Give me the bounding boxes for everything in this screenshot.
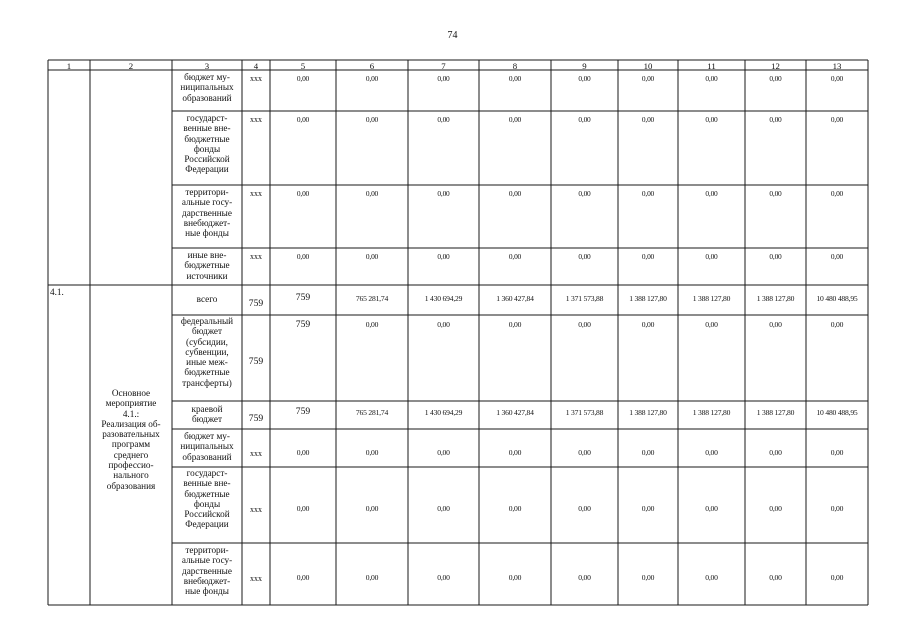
amount-cell: 0,00 — [437, 573, 450, 582]
column-number: 5 — [300, 61, 306, 71]
source-label — [172, 431, 242, 462]
amount-cell: 0,00 — [641, 189, 655, 198]
source-label-line: территори- — [185, 187, 229, 197]
activity-title-line: мероприятие — [105, 398, 157, 409]
source-label — [172, 250, 242, 281]
source-label-line: бюджет — [191, 326, 223, 337]
source-label-line: ниципальных — [180, 441, 234, 452]
source-label-line: фонды — [193, 498, 221, 509]
source-label-line: Российской — [184, 154, 230, 165]
amount-cell: 0,00 — [508, 115, 522, 124]
budget-code: xxx — [250, 505, 262, 514]
amount-cell: 0,00 — [830, 573, 844, 582]
amount-cell: 0,00 — [508, 448, 522, 457]
amount-cell: 1 388 127,80 — [629, 294, 667, 303]
amount-cell: 0,00 — [705, 504, 718, 513]
amount-cell: 0,00 — [830, 115, 844, 124]
amount-cell: 0,00 — [578, 252, 591, 261]
amount-cell: 1 360 427,84 — [496, 294, 534, 303]
amount-cell: 0,00 — [437, 504, 450, 513]
source-label-line: ниципальных — [180, 82, 234, 93]
column-number: 6 — [369, 61, 375, 71]
source-label-line: государст- — [186, 113, 228, 123]
budget-code: xxx — [250, 74, 262, 83]
activity-title-line: программ — [111, 439, 151, 450]
amount-cell: 0,00 — [296, 573, 310, 582]
amount-cell: 10 480 488,95 — [816, 294, 858, 303]
source-label-line: бюджет му- — [184, 431, 230, 441]
amount-cell: 0,00 — [365, 115, 379, 124]
amount-cell: 0,00 — [705, 74, 718, 83]
amount-cell: 0,00 — [641, 448, 655, 457]
amount-cell: 0,00 — [830, 252, 844, 261]
source-label-line: государст- — [186, 468, 228, 478]
amount-cell: 0,00 — [705, 573, 718, 582]
amount-cell: 0,00 — [578, 573, 591, 582]
amount-cell: 759 — [295, 406, 311, 417]
amount-cell: 0,00 — [296, 504, 310, 513]
amount-cell: 0,00 — [296, 115, 310, 124]
amount-cell: 0,00 — [365, 189, 379, 198]
source-label — [172, 404, 242, 425]
source-label-line: внебюджет- — [183, 217, 231, 228]
amount-cell: 0,00 — [508, 74, 522, 83]
amount-cell: 0,00 — [365, 448, 379, 457]
amount-cell: 0,00 — [365, 252, 379, 261]
budget-code: xxx — [250, 574, 262, 583]
source-label-line: краевой — [191, 404, 223, 414]
source-label — [172, 72, 242, 103]
source-label-line: всего — [196, 294, 218, 304]
amount-cell: 0,00 — [769, 320, 782, 329]
amount-cell: 0,00 — [641, 252, 655, 261]
page-number: 74 — [447, 30, 458, 41]
amount-cell: 0,00 — [830, 504, 844, 513]
amount-cell: 0,00 — [769, 74, 782, 83]
amount-cell: 1 388 127,80 — [692, 408, 731, 417]
amount-cell: 0,00 — [365, 320, 379, 329]
column-number: 3 — [204, 61, 210, 71]
amount-cell: 0,00 — [641, 74, 655, 83]
amount-cell: 1 371 573,88 — [565, 408, 604, 417]
amount-cell: 1 388 127,80 — [629, 408, 667, 417]
source-label-line: бюджетные — [184, 133, 230, 144]
amount-cell: 0,00 — [705, 189, 718, 198]
source-label-line: внебюджет- — [183, 575, 231, 586]
amount-cell: 0,00 — [437, 448, 450, 457]
amount-cell: 0,00 — [578, 115, 591, 124]
column-number: 1 — [66, 61, 72, 71]
amount-cell: 0,00 — [641, 115, 655, 124]
source-label-line: дарственные — [182, 565, 232, 576]
amount-cell: 0,00 — [769, 448, 782, 457]
source-label-line: Федерации — [185, 164, 229, 175]
column-number: 4 — [253, 61, 259, 71]
amount-cell: 1 371 573,88 — [565, 294, 604, 303]
budget-code: xxx — [250, 449, 262, 458]
source-label-line: территори- — [185, 545, 229, 555]
amount-cell: 0,00 — [365, 74, 379, 83]
amount-cell: 1 388 127,80 — [756, 294, 795, 303]
amount-cell: 0,00 — [508, 252, 522, 261]
amount-cell: 0,00 — [705, 252, 718, 261]
activity-title-line: разовательных — [102, 429, 160, 440]
amount-cell: 0,00 — [437, 252, 450, 261]
amount-cell: 0,00 — [705, 115, 718, 124]
amount-cell: 0,00 — [578, 504, 591, 513]
amount-cell: 0,00 — [705, 448, 718, 457]
source-label-line: альные госу- — [181, 197, 233, 208]
amount-cell: 0,00 — [769, 115, 782, 124]
source-label-line: дарственные — [182, 207, 232, 218]
amount-cell: 1 360 427,84 — [496, 408, 534, 417]
amount-cell: 0,00 — [830, 189, 844, 198]
amount-cell: 765 281,74 — [355, 408, 389, 417]
amount-cell: 0,00 — [365, 573, 379, 582]
source-label — [172, 316, 242, 388]
source-label-line: источники — [186, 270, 228, 281]
amount-cell: 759 — [295, 319, 311, 330]
amount-cell: 0,00 — [830, 320, 844, 329]
amount-cell: 0,00 — [578, 189, 591, 198]
amount-cell: 0,00 — [365, 504, 379, 513]
source-label-line: трансферты) — [182, 377, 232, 388]
amount-cell: 0,00 — [437, 320, 450, 329]
source-label — [172, 545, 242, 596]
amount-cell: 0,00 — [830, 448, 844, 457]
column-number: 13 — [832, 61, 842, 71]
source-label-line: Российской — [184, 509, 230, 520]
amount-cell: 759 — [295, 292, 311, 303]
amount-cell: 0,00 — [437, 115, 450, 124]
source-label-line: ные фонды — [185, 228, 229, 239]
source-label-line: бюджет му- — [184, 72, 230, 82]
source-label-line: образований — [182, 92, 232, 103]
column-number: 2 — [128, 61, 134, 71]
amount-cell: 0,00 — [508, 320, 522, 329]
source-label-line: иные вне- — [187, 250, 227, 260]
activity-title-line: нального — [113, 470, 149, 481]
amount-cell: 0,00 — [296, 74, 310, 83]
amount-cell: 0,00 — [508, 504, 522, 513]
amount-cell: 0,00 — [769, 252, 782, 261]
source-label-line: иные меж- — [186, 357, 228, 368]
source-label — [172, 294, 242, 304]
amount-cell: 0,00 — [296, 448, 310, 457]
source-label-line: альные госу- — [181, 555, 233, 566]
source-label-line: федеральный — [180, 316, 234, 326]
amount-cell: 0,00 — [705, 320, 718, 329]
source-label-line: субвенции, — [185, 346, 229, 357]
activity-title-line: Основное — [111, 388, 151, 398]
activity-title-line: образования — [106, 480, 156, 491]
amount-cell: 1 388 127,80 — [692, 294, 731, 303]
budget-code: 759 — [248, 356, 264, 367]
source-label-line: бюджетные — [184, 488, 230, 499]
amount-cell: 1 430 694,29 — [424, 294, 463, 303]
source-label-line: бюджетные — [184, 260, 230, 271]
source-label-line: (субсидии, — [186, 336, 228, 347]
activity-title-line: 4.1.: — [122, 408, 140, 419]
amount-cell: 0,00 — [641, 573, 655, 582]
source-label-line: бюджетные — [184, 367, 230, 378]
source-label-line: фонды — [193, 143, 221, 154]
amount-cell: 0,00 — [769, 573, 782, 582]
amount-cell: 0,00 — [578, 320, 591, 329]
amount-cell: 0,00 — [769, 504, 782, 513]
amount-cell: 1 388 127,80 — [756, 408, 795, 417]
source-label-line: венные вне- — [183, 123, 231, 134]
activity-title — [90, 388, 172, 491]
source-label — [172, 468, 242, 530]
column-number: 11 — [707, 61, 716, 71]
budget-code: 759 — [248, 298, 264, 309]
column-number: 7 — [441, 61, 446, 71]
activity-title-line: Реализация об- — [101, 418, 161, 429]
amount-cell: 0,00 — [508, 573, 522, 582]
source-label — [172, 113, 242, 175]
amount-cell: 765 281,74 — [355, 294, 389, 303]
source-label-line: бюджет — [191, 414, 223, 425]
section-number: 4.1. — [50, 287, 64, 297]
budget-code: 759 — [248, 413, 264, 424]
amount-cell: 0,00 — [578, 448, 591, 457]
amount-cell: 0,00 — [437, 74, 450, 83]
amount-cell: 0,00 — [641, 504, 655, 513]
amount-cell: 0,00 — [578, 74, 591, 83]
amount-cell: 10 480 488,95 — [816, 408, 858, 417]
amount-cell: 0,00 — [296, 252, 310, 261]
budget-code: xxx — [250, 189, 262, 198]
source-label-line: образований — [182, 451, 232, 462]
amount-cell: 0,00 — [296, 189, 310, 198]
amount-cell: 0,00 — [437, 189, 450, 198]
budget-code: xxx — [250, 115, 262, 124]
amount-cell: 1 430 694,29 — [424, 408, 463, 417]
activity-title-line: профессио- — [108, 460, 154, 471]
activity-title-line: среднего — [113, 449, 149, 460]
amount-cell: 0,00 — [830, 74, 844, 83]
source-label-line: ные фонды — [185, 586, 229, 597]
column-number: 12 — [771, 61, 780, 71]
column-number: 10 — [643, 61, 653, 71]
amount-cell: 0,00 — [641, 320, 655, 329]
amount-cell: 0,00 — [769, 189, 782, 198]
source-label-line: венные вне- — [183, 478, 231, 489]
source-label — [172, 187, 242, 238]
column-number: 8 — [512, 61, 518, 71]
source-label-line: Федерации — [185, 519, 229, 530]
amount-cell: 0,00 — [508, 189, 522, 198]
column-number: 9 — [582, 61, 587, 71]
budget-code: xxx — [250, 252, 262, 261]
